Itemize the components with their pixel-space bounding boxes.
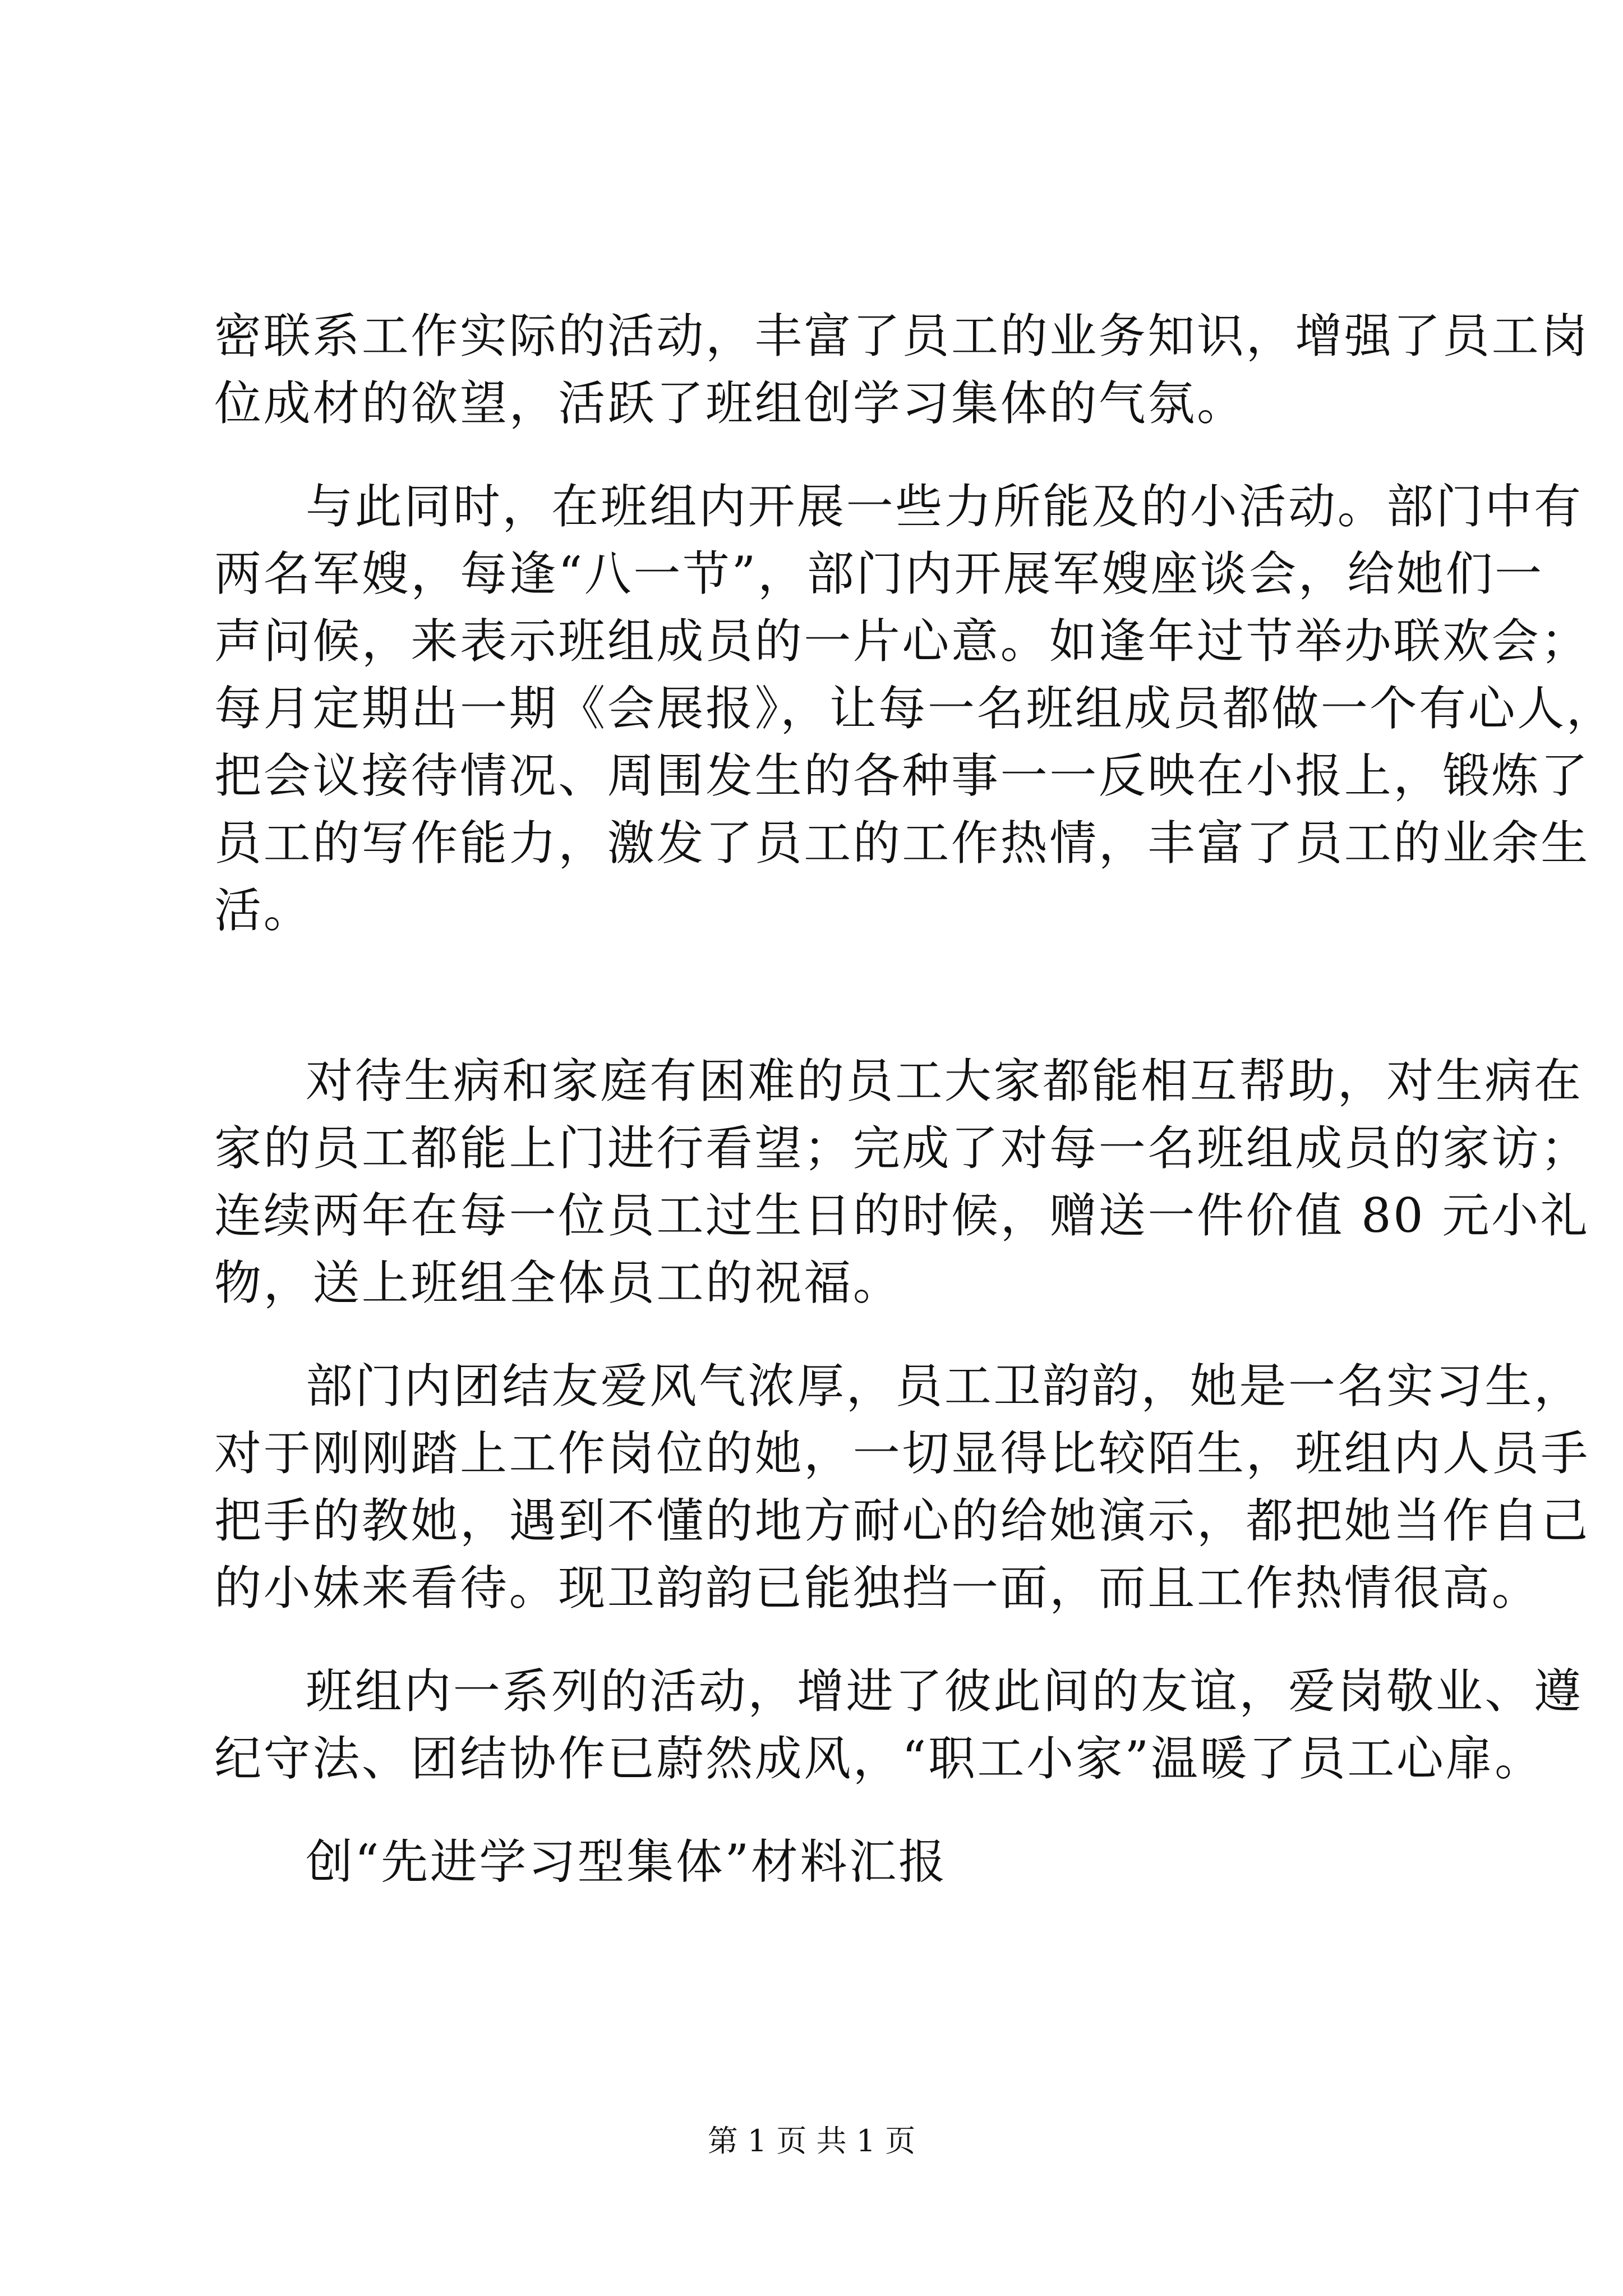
text-line: 密联系工作实际的活动，丰富了员工的业务知识，增强了员工岗 [214, 309, 1590, 364]
text-line: 连续两年在每一位员工过生日的时候，赠送一件价值 80 元小礼 [214, 1188, 1590, 1243]
text-line: 把手的教她，遇到不懂的地方耐心的给她演示，都把她当作自己 [214, 1493, 1590, 1548]
page-footer: 第 1 页 共 1 页 [707, 2123, 916, 2159]
text-line: 物，送上班组全体员工的祝福。 [214, 1255, 902, 1310]
paragraph-first-line: 班组内一系列的活动，增进了彼此间的友谊，爱岗敬业、遵 [306, 1664, 1583, 1719]
paragraph-first-line: 部门内团结友爱风气浓厚，员工卫韵韵，她是一名实习生， [306, 1359, 1583, 1414]
text-line: 每月定期出一期《会展报》，让每一名班组成员都做一个有心人， [214, 681, 1616, 736]
text-line: 家的员工都能上门进行看望；完成了对每一名班组成员的家访； [214, 1121, 1590, 1176]
section-title-line: 创“先进学习型集体”材料汇报 [306, 1834, 948, 1889]
text-line: 纪守法、团结协作已蔚然成风，“职工小家”温暖了员工心扉。 [214, 1731, 1544, 1786]
paragraph-first-line: 对待生病和家庭有困难的员工大家都能相互帮助，对生病在 [306, 1053, 1583, 1108]
text-line: 声问候，来表示班组成员的一片心意。如逢年过节举办联欢会； [214, 614, 1590, 669]
text-line: 两名军嫂，每逢“八一节”，部门内开展军嫂座谈会，给她们一 [214, 546, 1544, 601]
text-line: 位成材的欲望，活跃了班组创学习集体的气氛。 [214, 376, 1246, 431]
text-line: 员工的写作能力，激发了员工的工作热情，丰富了员工的业余生 [214, 816, 1590, 871]
text-line: 对于刚刚踏上工作岗位的她，一切显得比较陌生，班组内人员手 [214, 1426, 1590, 1481]
paragraph-first-line: 与此同时，在班组内开展一些力所能及的小活动。部门中有 [306, 479, 1583, 534]
text-line: 的小妹来看待。现卫韵韵已能独挡一面，而且工作热情很高。 [214, 1561, 1541, 1616]
text-line: 活。 [214, 883, 313, 938]
text-line: 把会议接待情况、周围发生的各种事一一反映在小报上，锻炼了 [214, 748, 1590, 803]
